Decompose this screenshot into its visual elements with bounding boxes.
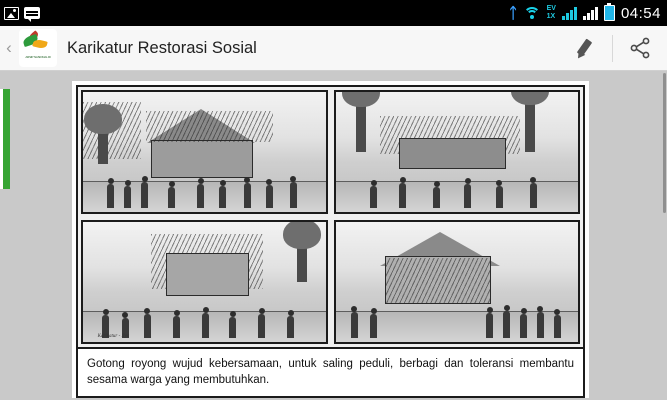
status-bar: [0, 0, 667, 26]
content-area: [0, 71, 667, 400]
comic-panel-3: [81, 220, 328, 344]
app-logo-caption: ARSIP NASIONAL RI: [25, 55, 51, 59]
back-button[interactable]: ‹: [6, 38, 12, 57]
pencil-icon: [574, 37, 596, 59]
status-clock: 04:54: [620, 4, 661, 22]
network-type-label: EV 1X: [546, 5, 556, 20]
comic-panel-1: [81, 90, 328, 214]
comic-strip: [76, 85, 585, 349]
right-page-edge[interactable]: [589, 71, 667, 400]
vertical-scrollbar[interactable]: [663, 73, 666, 213]
share-icon: [627, 36, 653, 60]
comic-panel-2: [334, 90, 580, 214]
signal-icon: [562, 6, 577, 20]
edit-button[interactable]: [558, 26, 612, 71]
document-page[interactable]: [72, 81, 589, 398]
comic-row-top: [78, 87, 583, 217]
comic-signature: Karikatur - Ilya: [97, 334, 130, 339]
status-bar-right: [509, 5, 661, 22]
page-title: Karikatur Restorasi Sosial: [67, 38, 257, 57]
logo-leaf-icon: [21, 32, 55, 64]
share-button[interactable]: [613, 26, 667, 71]
image-icon: [4, 7, 19, 20]
battery-icon: [604, 5, 615, 21]
status-bar-left: [4, 7, 40, 20]
comic-row-bottom: [78, 217, 583, 347]
app-logo[interactable]: [19, 29, 57, 67]
comic-panel-4: [334, 220, 580, 344]
bluetooth-icon: ᛏ: [508, 4, 518, 22]
action-bar: [0, 26, 667, 71]
signal-icon-secondary: [583, 6, 598, 20]
left-page-edge[interactable]: [0, 71, 72, 400]
comic-caption: Gotong royong wujud kebersamaan, untuk saling peduli, berbagi dan toleransi membantu sesama warga yang membutuhkan.: [76, 349, 585, 398]
chat-icon: [24, 7, 40, 19]
wifi-icon: [524, 7, 541, 20]
page-edge-highlight: [0, 89, 3, 189]
